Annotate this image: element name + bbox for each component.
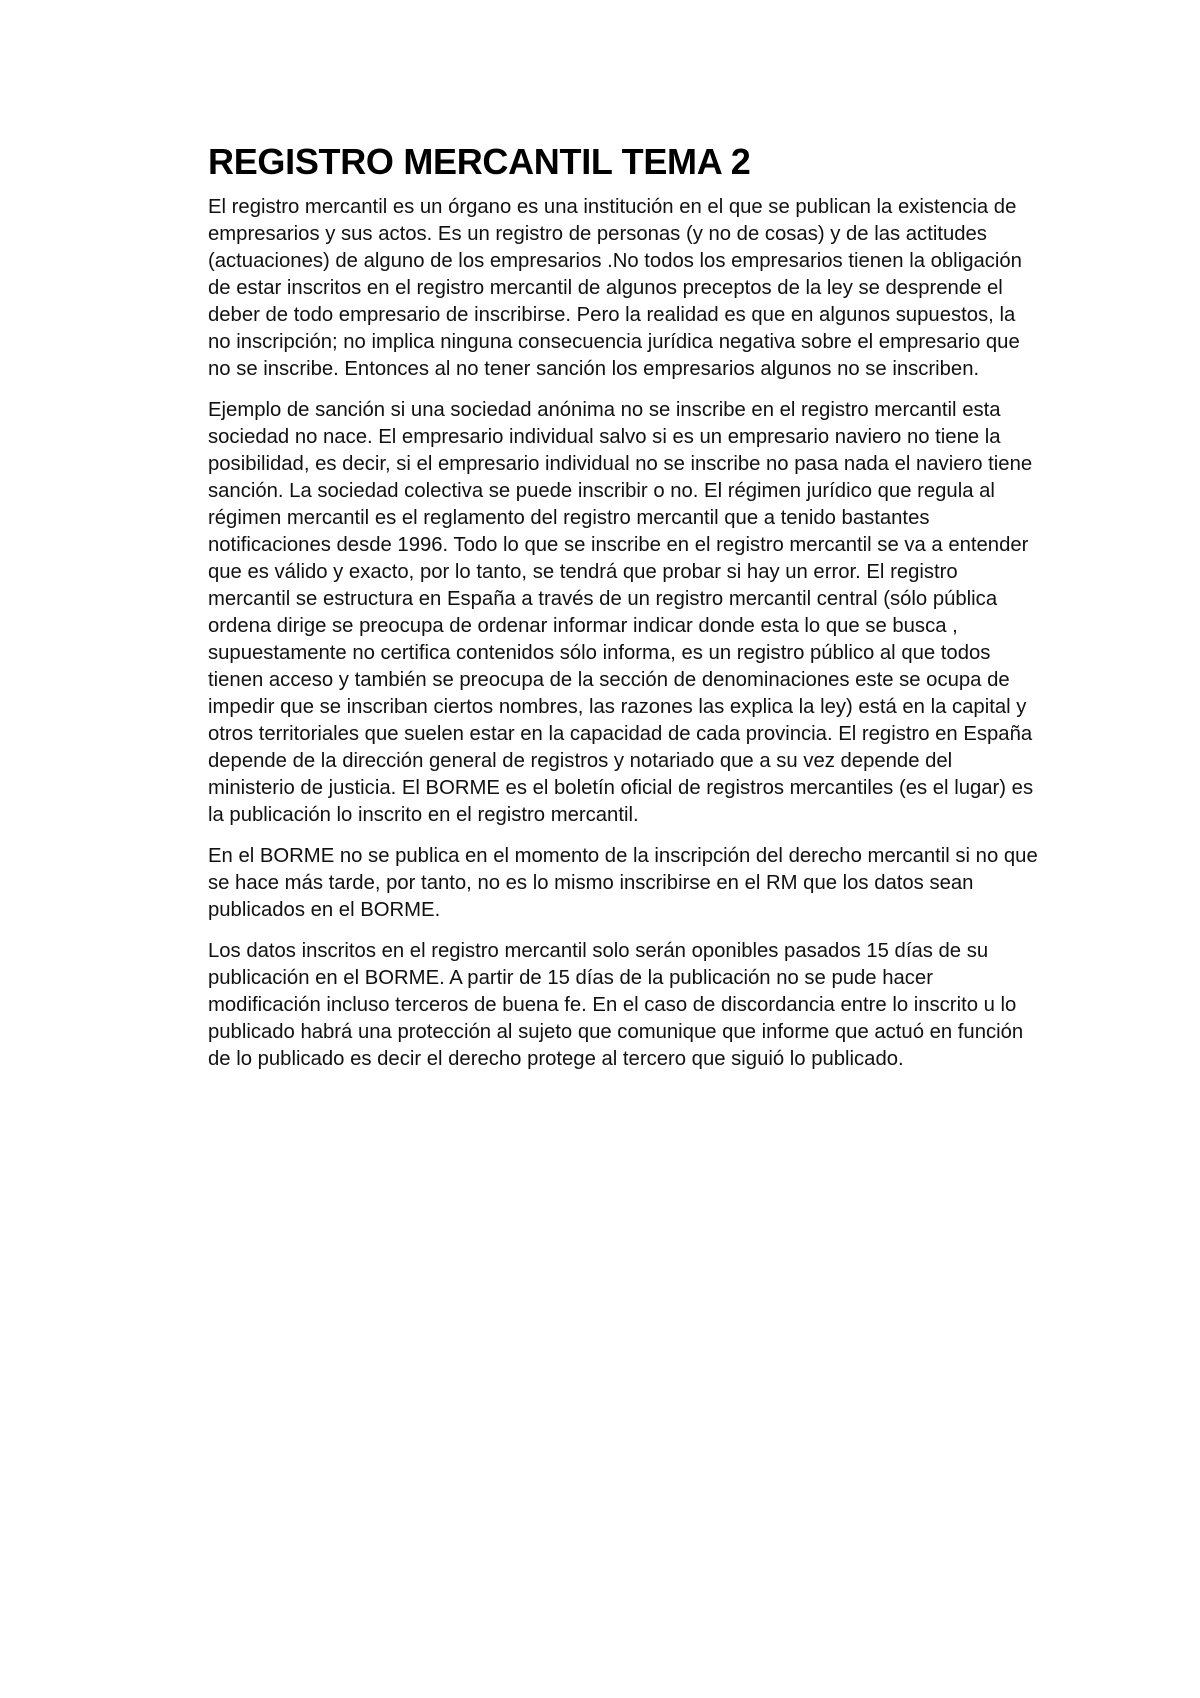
document-body: [208, 140, 1038, 1087]
paragraph-1: El registro mercantil es un órgano es una institución en el que se publican la existencia de empresarios y sus actos. Es un registro de personas (y no de cosas) y de las actitudes (actuaciones) de alguno de los empresarios .No todos los empresarios tienen la obligación de estar inscritos en el registro mercantil de algunos preceptos de la ley se desprende el deber de todo empresario de inscribirse. Pero la realidad es que en algunos supuestos, la no inscripción; no implica ninguna consecuencia jurídica negativa sobre el empresario que no se inscribe. Entonces al no tener sanción los empresarios algunos no se inscriben.: [208, 196, 1022, 380]
paragraph-3: En el BORME no se publica en el momento de la inscripción del derecho mercantil si no que se hace más tarde, por tanto, no es lo mismo inscribirse en el RM que los datos sean publicados en el BORME.: [208, 845, 1038, 921]
paragraph-2: Ejemplo de sanción si una sociedad anónima no se inscribe en el registro mercantil esta sociedad no nace. El empresario individual salvo si es un empresario naviero no tiene la posibilidad, es decir, si el empresario individual no se inscribe no pasa nada el naviero tiene sanción. La sociedad colectiva se puede inscribir o no. El régimen jurídico que regula al régimen mercantil es el reglamento del registro mercantil que a tenido bastantes notificaciones desde 1996. Todo lo que se inscribe en el registro mercantil se va a entender que es válido y exacto, por lo tanto, se tendrá que probar si hay un error. El registro mercantil se estructura en España a través de un registro mercantil central (sólo pública ordena dirige se preocupa de ordenar informar indicar donde esta lo que se busca , supuestamente no certifica contenidos sólo informa, es un registro público al que todos tienen acceso y también se preocupa de la sección de denominaciones este se ocupa de impedir que se inscriban ciertos nombres, las razones las explica la ley) está en la capital y otros territoriales que suelen estar en la capacidad de cada provincia. El registro en España depende de la dirección general de registros y notariado que a su vez depende del ministerio de justicia. El BORME es el boletín oficial de registros mercantiles (es el lugar) es la publicación lo inscrito en el registro mercantil.: [208, 399, 1034, 826]
document-title: REGISTRO MERCANTIL TEMA 2: [208, 141, 751, 182]
paragraph-4: Los datos inscritos en el registro mercantil solo serán oponibles pasados 15 días de su publicación en el BORME. A partir de 15 días de la publicación no se pude hacer modificación incluso terceros de buena fe. En el caso de discordancia entre lo inscrito u lo publicado habrá una protección al sujeto que comunique que informe que actuó en función de lo publicado es decir el derecho protege al tercero que siguió lo publicado.: [208, 940, 1024, 1070]
